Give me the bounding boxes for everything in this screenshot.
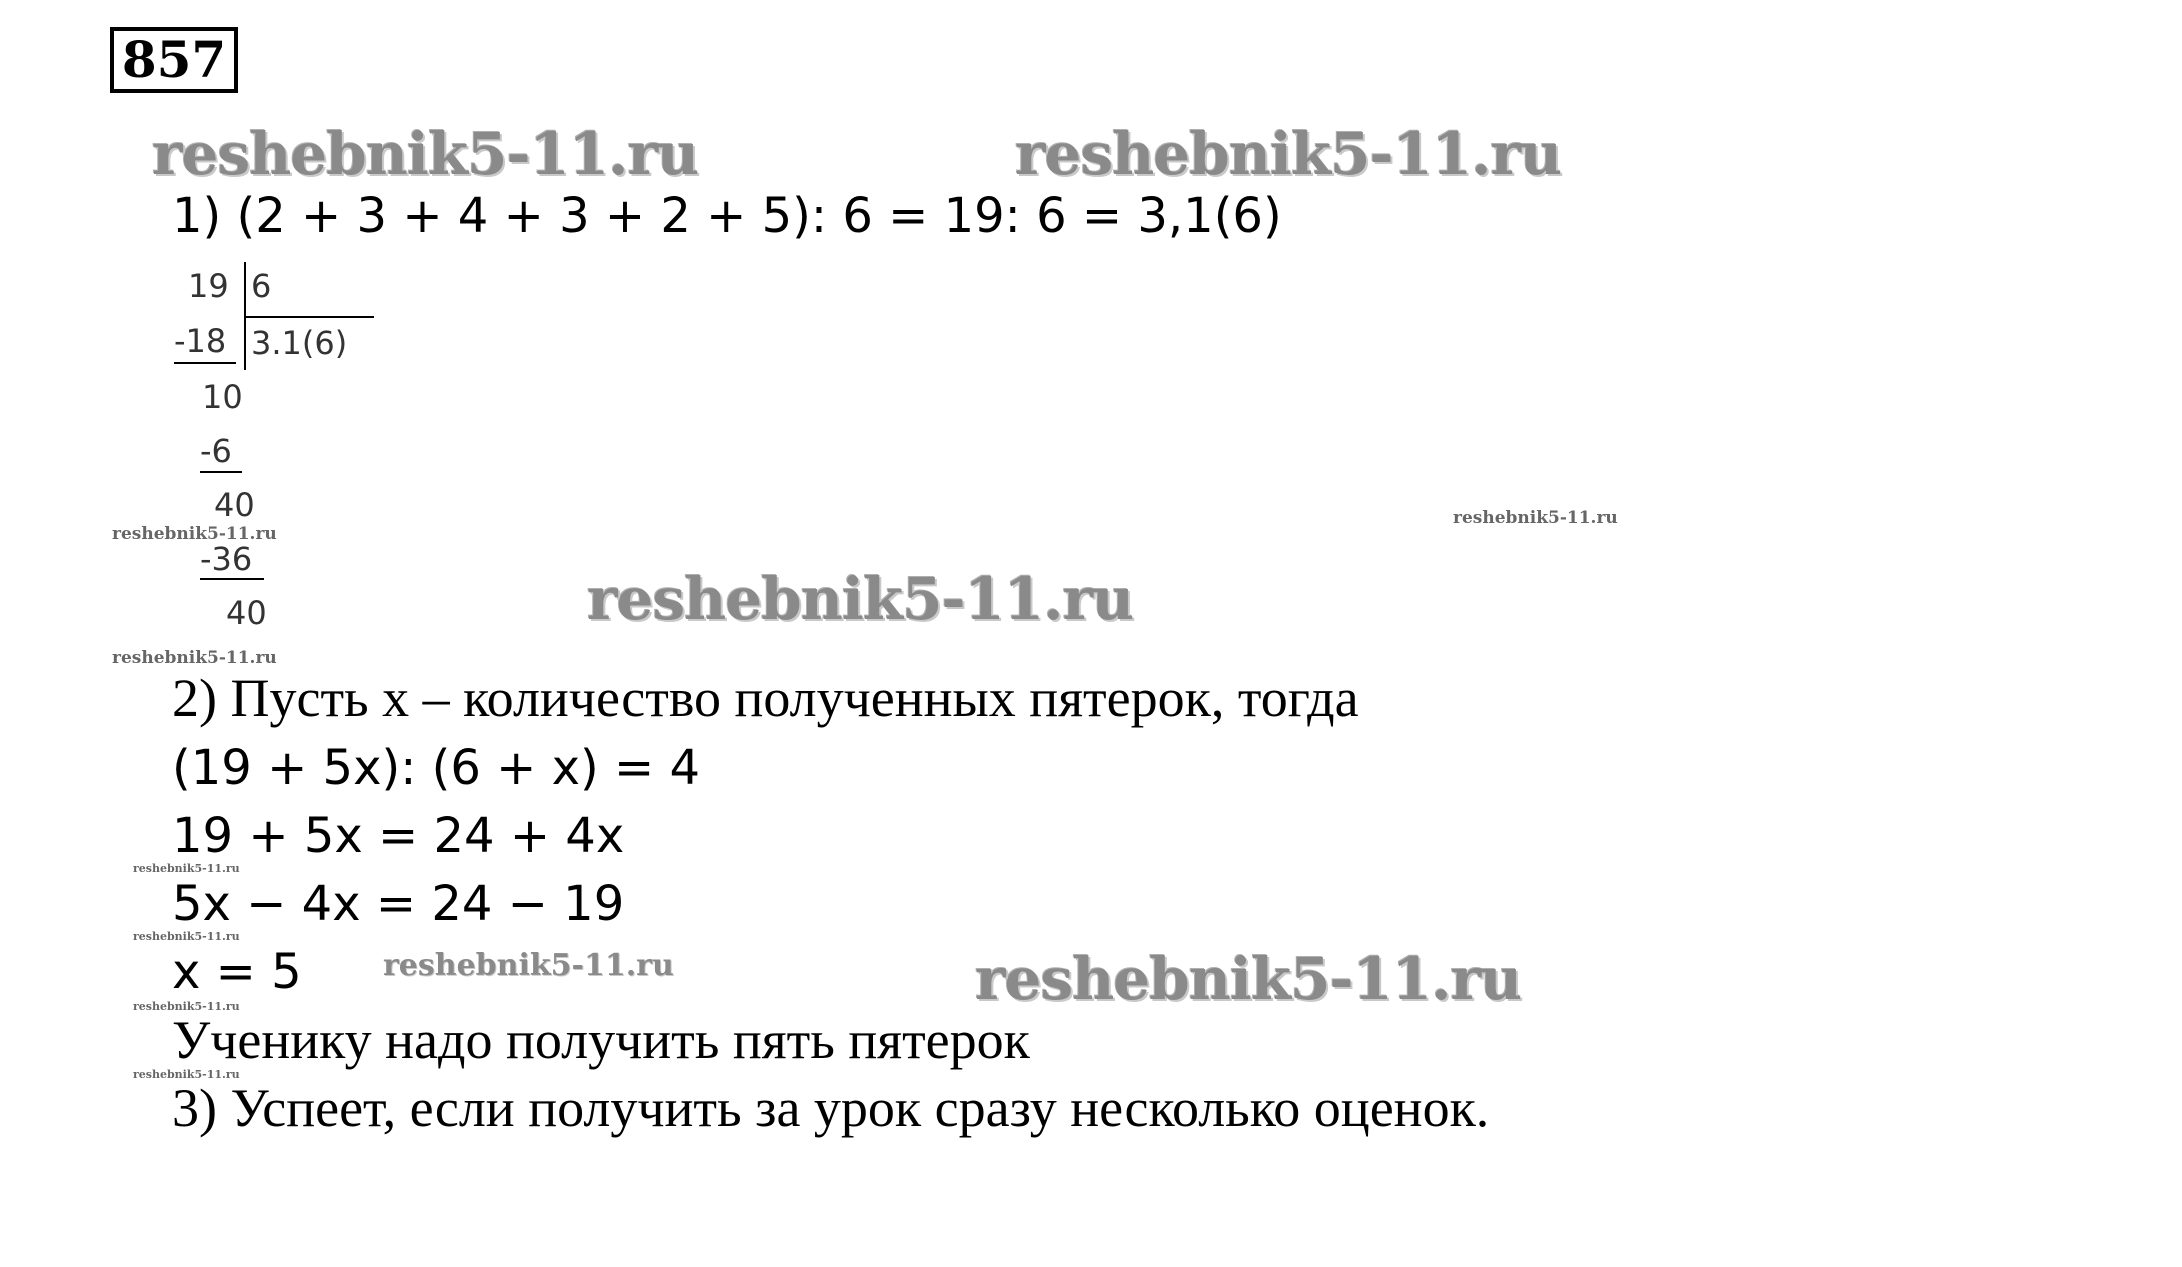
solution-line-1: 1) (2 + 3 + 4 + 3 + 2 + 5): 6 = 19: 6 = 3,1(6) [172,188,1282,244]
watermark: reshebnik5-11.ru [133,1000,240,1013]
division-step: 40 [226,594,267,632]
quotient: 3.1(6) [251,324,348,362]
equation-line: x = 5 [172,944,302,1000]
watermark: reshebnik5-11.ru [133,930,240,943]
equation-line: 19 + 5x = 24 + 4x [172,808,625,864]
problem-number: 857 [110,27,238,93]
watermark: reshebnik5-11.ru [112,524,277,544]
divisor: 6 [251,267,272,305]
watermark: reshebnik5-11.ru [1453,508,1618,528]
solution-line-2-intro: 2) Пусть x – количество полученных пятерок, тогда [172,668,1359,728]
division-step: -18 [174,322,227,360]
division-underline [200,578,264,580]
watermark: reshebnik5-11.ru [112,648,277,668]
division-step: -6 [200,432,232,470]
division-step: 40 [214,486,255,524]
watermark: reshebnik5-11.ru [152,120,699,188]
watermark: reshebnik5-11.ru [587,565,1134,633]
equation-line: (19 + 5x): (6 + x) = 4 [172,740,701,796]
watermark: reshebnik5-11.ru [1015,120,1562,188]
division-horizontal-line [244,316,374,318]
watermark: reshebnik5-11.ru [383,948,674,983]
conclusion-line: Ученику надо получить пять пятерок [172,1010,1030,1070]
watermark: reshebnik5-11.ru [975,945,1522,1013]
solution-line-3: 3) Успеет, если получить за урок сразу несколько оценок. [172,1078,1490,1138]
division-underline [200,471,242,473]
division-step: 10 [202,378,243,416]
watermark: reshebnik5-11.ru [133,1068,240,1081]
watermark: reshebnik5-11.ru [133,862,240,875]
dividend: 19 [188,267,229,305]
equation-line: 5x − 4x = 24 − 19 [172,876,625,932]
division-underline [174,362,236,364]
division-step: -36 [200,540,253,578]
